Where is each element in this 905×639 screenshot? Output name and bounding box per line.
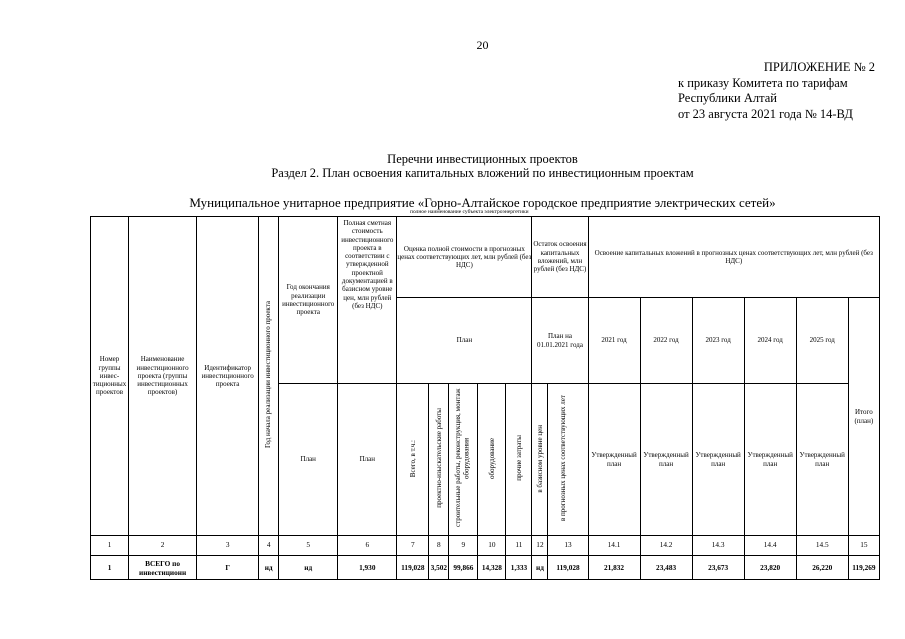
header-end-year: Год окончания реализации инвестиционного проекта <box>279 217 338 384</box>
cell-start-year: нд <box>259 556 279 580</box>
column-number: 12 <box>532 536 548 556</box>
header-other-costs: прочие затраты <box>514 435 523 482</box>
column-number: 15 <box>848 536 879 556</box>
header-start-year: Год начала реализации инвестиционного проекта <box>264 301 273 449</box>
cell-other-costs: 1,333 <box>506 556 532 580</box>
cell-group-no: 1 <box>91 556 129 580</box>
header-design-works: проектно-изыскательские работы <box>434 408 443 509</box>
header-approved-2023: Утвержденный план <box>692 384 744 536</box>
cell-2024: 23,820 <box>744 556 796 580</box>
header-remaining: Остаток освоения капитальных вложений, млн рублей (без НДС) <box>532 217 588 298</box>
cell-base-prices: нд <box>532 556 548 580</box>
header-year-2023: 2023 год <box>692 298 744 384</box>
header-full-cost: Полная сметная стоимость инвестиционного проекта в соответствии с утвержденной проектной документацией в базисном уровне цен, млн рублей (без НДС) <box>338 217 397 384</box>
header-total-incl-cell <box>397 384 429 536</box>
header-approved-2024: Утвержденный план <box>744 384 796 536</box>
cell-end-year: нд <box>279 556 338 580</box>
header-year-2025: 2025 год <box>796 298 848 384</box>
header-construction-cell <box>449 384 478 536</box>
investment-table <box>90 216 880 580</box>
column-number: 5 <box>279 536 338 556</box>
header-estimate: Оценка полной стоимости в прогнозных ценах соответствующих лет, млн рублей (без НДС) <box>397 217 532 298</box>
header-design-works-cell <box>429 384 449 536</box>
column-number: 9 <box>449 536 478 556</box>
header-forecast-prices: в прогнозных ценах соответствующих лет <box>558 395 567 522</box>
column-number: 3 <box>197 536 259 556</box>
cell-project-name: ВСЕГО по инвестиционн <box>129 556 197 580</box>
column-number: 7 <box>397 536 429 556</box>
appendix-block <box>678 60 903 122</box>
header-total-plan: Итого (план) <box>848 298 879 536</box>
header-approved-2022: Утвержденный план <box>640 384 692 536</box>
cell-full-cost: 1,930 <box>338 556 397 580</box>
header-group-no: Номер группы инвес-тиционных проектов <box>91 217 129 536</box>
header-total-incl: Всего, в т.ч.: <box>408 439 417 477</box>
organization-note: полное наименование субъекта электроэнергетики <box>410 209 529 215</box>
header-year-2024: 2024 год <box>744 298 796 384</box>
header-project-name: Наименование инвестиционного проекта (группы инвестиционных проектов) <box>129 217 197 536</box>
header-project-id: Идентификатор инвестиционного проекта <box>197 217 259 536</box>
header-full-cost-plan: План <box>338 384 397 536</box>
column-number: 14.4 <box>744 536 796 556</box>
appendix-line-1: к приказу Комитета по тарифам <box>678 75 848 90</box>
table-row <box>91 556 880 580</box>
column-number: 14.1 <box>588 536 640 556</box>
header-base-prices: в базисном уровне цен <box>535 424 544 493</box>
cell-forecast-prices: 119,028 <box>548 556 588 580</box>
column-number: 2 <box>129 536 197 556</box>
header-equipment: оборудование <box>487 437 496 479</box>
section-title: Раздел 2. План освоения капитальных вложений по инвестиционным проектам <box>271 166 694 180</box>
page-number: 20 <box>476 38 489 52</box>
header-plan: План <box>397 298 532 384</box>
header-construction: строительные работы, реконструкция, монтаж оборудования <box>454 389 471 528</box>
header-forecast-prices-cell <box>548 384 588 536</box>
header-plan-date: План на 01.01.2021 года <box>532 298 588 384</box>
header-equipment-cell <box>478 384 506 536</box>
appendix-line-2: Республики Алтай <box>678 91 777 105</box>
column-number: 6 <box>338 536 397 556</box>
header-year-2022: 2022 год <box>640 298 692 384</box>
header-end-year-plan: План <box>279 384 338 536</box>
column-number: 4 <box>259 536 279 556</box>
header-base-prices-cell <box>532 384 548 536</box>
header-start-year-cell <box>259 217 279 536</box>
header-other-costs-cell <box>506 384 532 536</box>
cell-design-works: 3,502 <box>429 556 449 580</box>
column-number: 10 <box>478 536 506 556</box>
header-approved-2021: Утвержденный план <box>588 384 640 536</box>
appendix-line-3: от 23 августа 2021 года № 14-ВД <box>678 106 853 121</box>
appendix-title: ПРИЛОЖЕНИЕ № 2 <box>763 60 875 74</box>
cell-construction: 99,866 <box>449 556 478 580</box>
column-number: 13 <box>548 536 588 556</box>
cell-2025: 26,220 <box>796 556 848 580</box>
cell-total: 119,269 <box>848 556 879 580</box>
column-number: 14.3 <box>692 536 744 556</box>
column-number: 1 <box>91 536 129 556</box>
header-approved-2025: Утвержденный план <box>796 384 848 536</box>
column-number: 14.5 <box>796 536 848 556</box>
cell-2023: 23,673 <box>692 556 744 580</box>
header-year-2021: 2021 год <box>588 298 640 384</box>
column-number: 14.2 <box>640 536 692 556</box>
column-number: 11 <box>506 536 532 556</box>
cell-2021: 21,832 <box>588 556 640 580</box>
column-number: 8 <box>429 536 449 556</box>
organization-name: Муниципальное унитарное предприятие «Горно-Алтайское городское предприятие электрических сетей» <box>189 195 776 210</box>
header-mastering: Освоение капитальных вложений в прогнозных ценах соответствующих лет, млн рублей (без НДС) <box>588 217 879 298</box>
cell-equipment: 14,328 <box>478 556 506 580</box>
document-title: Перечни инвестиционных проектов <box>387 152 578 166</box>
cell-2022: 23,483 <box>640 556 692 580</box>
cell-total-incl: 119,028 <box>397 556 429 580</box>
cell-project-id: Г <box>197 556 259 580</box>
